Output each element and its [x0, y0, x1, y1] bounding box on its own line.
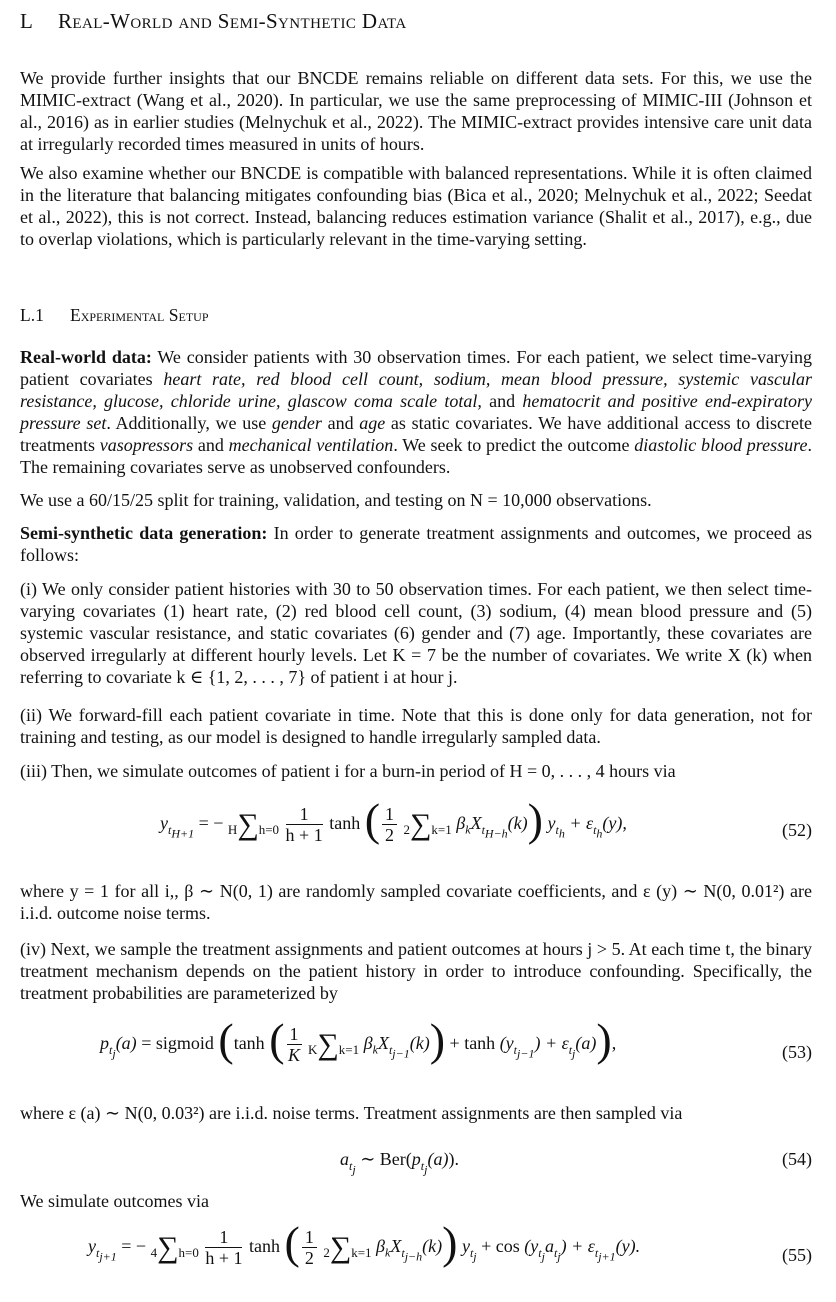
realworld-outcome: diastolic blood pressure [634, 435, 808, 455]
equation-54 [20, 1142, 814, 1182]
realworld-text-8: . The remaining covariates serve as unobserved confounders. [20, 435, 812, 477]
step-iii-paragraph: (iii) Then, we simulate outcomes of patient i for a burn-in period of H = 0, . . . , 4 hours via [20, 761, 676, 781]
realworld-covariates-2: hematocrit and positive end-expiratory pressure set [20, 391, 812, 433]
subsection-number: L.1 [20, 305, 44, 325]
equation-52 [20, 795, 814, 875]
equation-55 [20, 1218, 814, 1298]
eq53-sigmoid: sigmoid [155, 1033, 214, 1053]
realworld-text-2: and [481, 391, 523, 411]
realworld-lead: Real-world data: [20, 347, 152, 367]
subsection-title: Experimental Setup [70, 305, 209, 325]
section-title: Real-World and Semi-Synthetic Data [58, 9, 407, 33]
eq53-tanh-1: tanh [233, 1033, 265, 1053]
intro-paragraph-1: We provide further insights that our BNCDE remains reliable on different data sets. For this, we use the MIMIC-extract (Wang et al., 2020). In particular, we use the same preprocessing of MIMIC-III (Johnson et al., 2016) as in earlier studies (Melnychuk et al., 2022). The MIMIC-extract provides intensive care unit data at irregularly recorded times measured in units of hours. [20, 68, 812, 154]
section-heading [20, 10, 407, 32]
realworld-covariates: heart rate, red blood cell count, sodium, mean blood pressure, systemic vascular resistance, glucose, chloride urine, glascow coma scale total, [20, 369, 812, 411]
eq55-cos: cos [495, 1236, 520, 1256]
simulate-paragraph: We simulate outcomes via [20, 1191, 209, 1211]
split-paragraph: We use a 60/15/25 split for training, validation, and testing on N = 10,000 observations. [20, 490, 652, 510]
equation-52-body: $y_{t_{H+1}}$ = − H∑h=0 $\frac{1}{h + 1}$ tanh ( $\frac{1}{2}$ 2∑k=1 $\beta_kX_{t_{H-h}}(k)$) $y_{t_h} + \varepsilon_{t_h}(y)$, [160, 794, 627, 846]
semisynthetic-text: In order to generate treatment assignments and outcomes, we proceed as follows: [20, 523, 812, 565]
equation-53-number: (53) [782, 1042, 812, 1062]
step-ii-paragraph: (ii) We forward-fill each patient covariate in time. Note that this is done only for data generation, not for training and testing, as our model is designed to handle irregularly sampled data. [20, 705, 812, 747]
subsection-heading [20, 304, 209, 326]
realworld-gender: gender [271, 413, 322, 433]
intro-paragraph-2: We also examine whether our BNCDE is compatible with balanced representations. While it is often claimed in the literature that balancing mitigates confounding bias (Bica et al., 2020; Melnychuk et al., 2022; Seedat et al., 2022), this is not correct. Instead, balancing reduces estimation variance (Shalit et al., 2017), e.g., due to overlap violations, which is particularly relevant in the time-varying setting. [20, 163, 812, 249]
semisynthetic-paragraph [20, 522, 812, 566]
section-number: L [20, 9, 34, 33]
step-i-paragraph: (i) We only consider patient histories with 30 to 50 observation times. For each patient, we then select time-varying covariates (1) heart rate, (2) red blood cell count, (3) sodium, (4) mean blood pressure and (5) systemic vascular resistance, and static covariates (6) gender and (7) age. Importantly, these covariates are observed irregularly at different hourly levels. Let K = 7 be the number of covariates. We write X (k) when referring to covariate k ∈ {1, 2, . . . , 7} of patient i at hour j. [20, 579, 812, 687]
eq55-tanh: tanh [248, 1236, 280, 1256]
step-iv-paragraph: (iv) Next, we sample the treatment assignments and patient outcomes at hours j > 5. At each time t, the binary treatment mechanism depends on the patient history in order to introduce confounding. Specifically, the treatment probabilities are parameterized by [20, 939, 812, 1003]
realworld-ventilation: mechanical ventilation [228, 435, 394, 455]
eq52-tanh: tanh [329, 813, 361, 833]
realworld-vasopressors: vasopressors [99, 435, 194, 455]
realworld-age: age [359, 413, 386, 433]
eq54-ber: Ber [379, 1149, 406, 1169]
equation-52-number: (52) [782, 820, 812, 840]
equation-55-number: (55) [782, 1245, 812, 1265]
realworld-text-5: as static covariates. We have additional access to discrete treatments [20, 413, 812, 455]
realworld-text-1: We consider patients with 30 observation times. For each patient, we select time-varying patient covariates [20, 347, 812, 389]
after-eq53-paragraph: where ε (a) ∼ N(0, 0.03²) are i.i.d. noise terms. Treatment assignments are then sampled via [20, 1103, 683, 1123]
equation-54-number: (54) [782, 1149, 812, 1169]
semisynthetic-lead: Semi-synthetic data generation: [20, 523, 268, 543]
equation-53 [20, 1015, 814, 1095]
after-eq52-paragraph: where y = 1 for all i,, β ∼ N(0, 1) are randomly sampled covariate coefficients, and ε (y) ∼ N(0, 0.01²) are i.i.d. outcome noise terms. [20, 881, 812, 923]
realworld-paragraph [20, 346, 812, 478]
realworld-text-4: and [321, 413, 360, 433]
equation-55-body: $y_{t_{j+1}}$ = − 4∑h=0 $\frac{1}{h + 1}$ tanh ( $\frac{1}{2}$ 2∑k=1 $\beta_kX_{t_{j-h}}(k)$) $y_{t_j} + \cos (y_{t_j}a_{t_j}) + \varepsilon_{t_{j+1}}(y)$. [88, 1217, 641, 1269]
realworld-text-6: and [193, 435, 229, 455]
eq53-tanh-2: tanh [464, 1033, 496, 1053]
realworld-text-3: . Additionally, we use [106, 413, 272, 433]
equation-53-body: $p_{t_j}(a)$ = sigmoid (tanh ( $\frac{1}{K}$ K∑k=1 $\beta_kX_{t_{j-1}}(k)) + \tanh (y_{t_{j-1}}) + \varepsilon_{t_j}(a)$), [100, 1014, 617, 1066]
equation-54-body: $a_{t_j}$ ∼ $Ber(p_{t_j}(a))$. [340, 1149, 459, 1176]
realworld-text-7: . We seek to predict the outcome [393, 435, 635, 455]
